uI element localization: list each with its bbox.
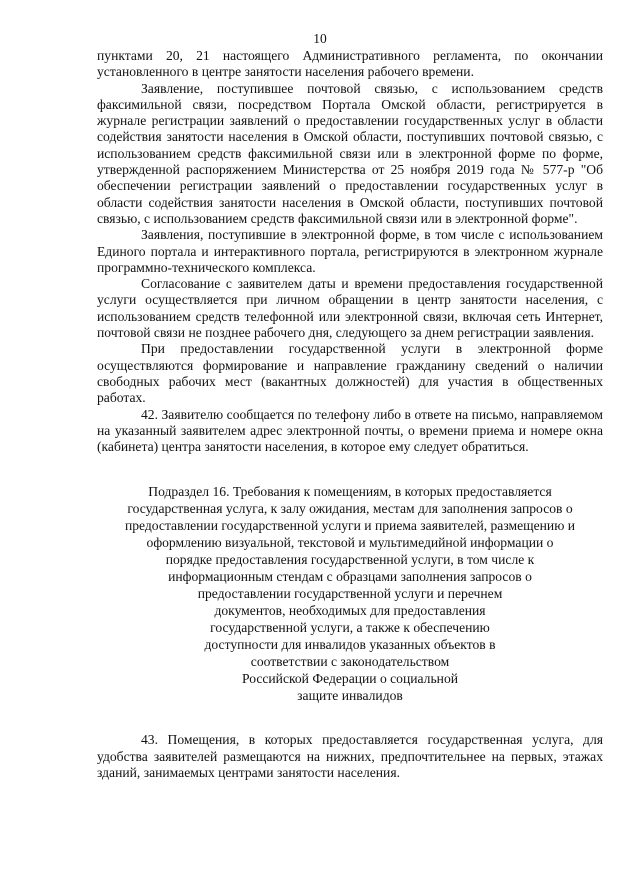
heading-line: предоставлении государственной услуги и приема заявителей, размещению и [124, 518, 576, 534]
document-body [97, 48, 603, 781]
paragraph-continuation: пунктами 20, 21 настоящего Административного регламента, по окончании установленного в центре занятости населения рабочего времени. [97, 48, 603, 80]
heading-line: предоставлении государственной услуги и перечнем [197, 586, 503, 602]
page-number: 10 [313, 31, 327, 46]
heading-line: государственной услуги, а также к обеспечению [210, 620, 490, 636]
heading-line: документов, необходимых для предоставления [214, 603, 486, 619]
heading-line: Подраздел 16. Требования к помещениям, в которых предоставляется [148, 484, 552, 500]
paragraph-item-43: 43. Помещения, в которых предоставляется государственная услуга, для удобства заявителей размещаются на нижних, предпочтительнее на первых, этажах зданий, занимаемых центрами занятости населения. [97, 732, 603, 781]
heading-line: Российской Федерации о социальной [241, 671, 459, 687]
heading-line: защите инвалидов [297, 688, 403, 704]
heading-line: порядке предоставления государственной услуги, в том числе к [165, 552, 535, 568]
paragraph-date-agreement: Согласование с заявителем даты и времени предоставления государственной услуги осуществляется при личном обращении в центр занятости населения, с использованием средств телефонной или электронной связи, включая сеть Интернет, почтовой связи не позднее рабочего дня, следующего за днем регистрации заявления. [97, 276, 603, 341]
heading-line: соответствии с законодательством [250, 654, 450, 670]
subsection-16-heading [97, 483, 603, 704]
heading-line: доступности для инвалидов указанных объектов в [204, 637, 496, 653]
heading-line: оформлению визуальной, текстовой и мультимедийной информации о [146, 535, 554, 551]
paragraph-item-42: 42. Заявителю сообщается по телефону либо в ответе на письмо, направляемом на указанный заявителем адрес электронной почты, о времени приема и номере окна (кабинета) центра занятости населения, в которое ему следует обратиться. [97, 406, 603, 455]
paragraph-registration-electronic: Заявления, поступившие в электронной форме, в том числе с использованием Единого портала и интерактивного портала, регистрируются в электронном журнале программно-технического комплекса. [97, 227, 603, 275]
heading-line: информационным стендам с образцами заполнения запросов о [168, 569, 532, 585]
paragraph-registration-mail: Заявление, поступившее почтовой связью, с использованием средств факсимильной связи, посредством Портала Омской области, регистрируется в журнале регистрации заявлений о предоставлении государственных услуг в области содействия занятости населения в Омской области, поступивших почтовой связью, с использованием средств факсимильной связи или в электронной форме по форме, утвержденной распоряжением Министерства от 25 ноября 2019 года № 577-р "Об обеспечении регистрации заявлений о предоставлении государственных услуг в области содействия занятости населения в Омской области, поступивших почтовой связью, с использованием средств факсимильной связи или в электронной форме". [97, 80, 603, 226]
paragraph-electronic-form: При предоставлении государственной услуги в электронной форме осуществляются формирование и направление гражданину сведений о наличии свободных рабочих мест (вакантных должностей) для участия в общественных работах. [97, 341, 603, 406]
heading-line: государственная услуга, к залу ожидания, местам для заполнения запросов о [127, 501, 573, 517]
